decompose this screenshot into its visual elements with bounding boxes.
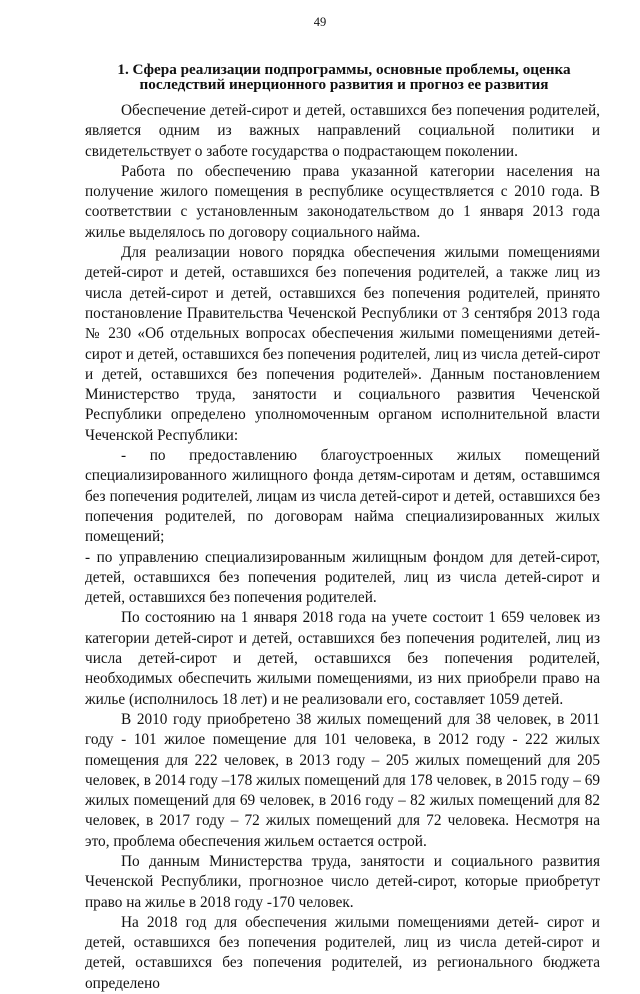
list-item-management: - по управлению специализированным жилищным фондом для детей-сирот, детей, оставшихся без попечения родителей, лиц из числа детей-сирот и детей, оставшихся без попечения родителей. bbox=[85, 548, 600, 607]
list-item-provision: - по предоставлению благоустроенных жилых помещений специализированного жилищного фонда детям-сиротам и детям, оставшимся без попечения родителей, лицам из числа детей-сирот и детей, оставшихся без попечения родителей, по договорам найма специализированных жилых помещений; bbox=[85, 447, 600, 546]
paragraph-forecast: По данным Министерства труда, занятости и социального развития Чеченской Республики, прогнозное число детей-сирот, которые приобретут право на жилье в 2018 году -170 человек. bbox=[85, 852, 600, 911]
paragraph-budget-2018: На 2018 год для обеспечения жилыми помещениями детей- сирот и детей, оставшихся без попечения родителей, лиц из числа детей-сирот и детей, оставшихся без попечения родителей, из регионального бюджета определено bbox=[85, 913, 600, 992]
paragraph-housing-since-2010: Работа по обеспечению права указанной категории населения на получение жилого помещения в республике осуществляется с 2010 года. В соответствии с установленным законодательством до 1 января 2013 года жилье выделялось по договору социального найма. bbox=[85, 162, 600, 241]
paragraph-intro: Обеспечение детей-сирот и детей, оставшихся без попечения родителей, является одним из важных направлений социальной политики и свидетельствует о заботе государства о подрастающем поколении. bbox=[85, 102, 600, 160]
section-heading: 1. Сфера реализации подпрограммы, основные проблемы, оценка последствий инерционного развития и прогноз ее развития bbox=[117, 61, 571, 93]
paragraph-yearly-acquisitions: В 2010 году приобретено 38 жилых помещений для 38 человек, в 2011 году - 101 жилое помещение для 101 человека, в 2012 году - 222 жилых помещения для 222 человек, в 2013 году – 205 жилых помещений для 205 человек, в 2014 году –178 жилых помещений для 178 человек, в 2015 году – 69 жилых помещений для 69 человек, в 2016 году – 82 жилых помещений для 82 человек, в 2017 году – 72 жилых помещений для 72 человека. Несмотря на это, проблема обеспечения жильем остается острой. bbox=[85, 710, 600, 850]
paragraph-registry-status: По состоянию на 1 января 2018 года на учете состоит 1 659 человек из категории детей-сирот и детей, оставшихся без попечения родителей, лиц из числа детей-сирот и детей, оставшихся без попечения родителей, необходимых обеспечить жилыми помещениями, из них приобрели право на жилье (исполнилось 18 лет) и не реализовали его, составляет 1059 детей. bbox=[85, 609, 600, 708]
body-text bbox=[85, 101, 600, 994]
page-number: 49 bbox=[313, 15, 327, 29]
paragraph-government-decree: Для реализации нового порядка обеспечения жилыми помещениями детей-сирот и детей, оставшихся без попечения родителей, а также лиц из числа детей-сирот и детей, оставшихся без попечения родителей, принято постановление Правительства Чеченской Республики от 3 сентября 2013 года № 230 «Об отдельных вопросах обеспечения жилыми помещениями детей-сирот и детей, оставшихся без попечения родителей, лиц из числа детей-сирот и детей, оставшихся без попечения родителей». Данным постановлением Министерство труда, занятости и социального развития Чеченской Республики определено уполномоченным органом исполнительной власти Чеченской Республики: bbox=[85, 244, 600, 444]
